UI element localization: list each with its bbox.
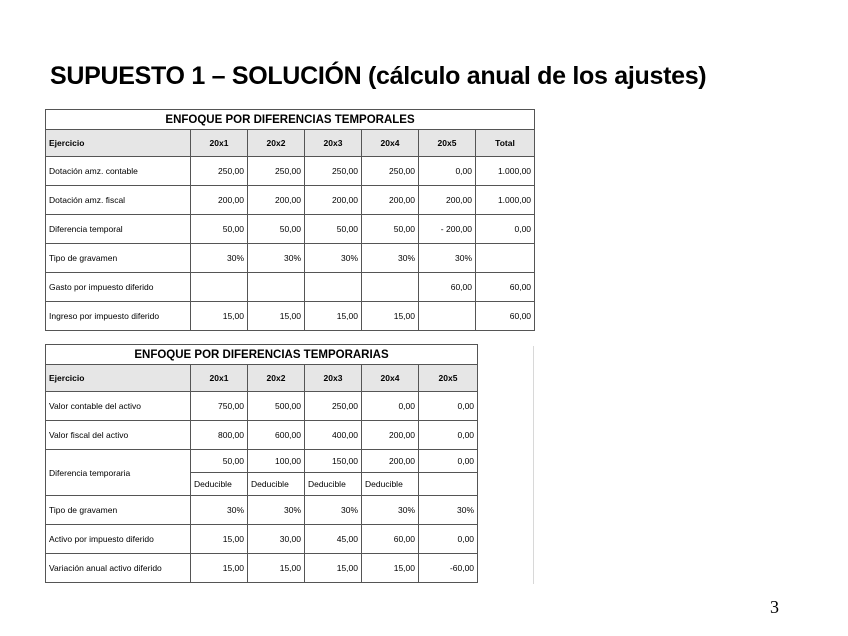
table-cell: 60,00 [476, 273, 535, 302]
table-cell: 15,00 [191, 525, 248, 554]
table-cell: 200,00 [362, 421, 419, 450]
table-cell [305, 273, 362, 302]
header-cell: 20x5 [419, 130, 476, 157]
table-cell: 0,00 [419, 525, 478, 554]
table-cell: 0,00 [419, 392, 478, 421]
row-label: Dotación amz. contable [46, 157, 191, 186]
table-cell: 15,00 [362, 554, 419, 583]
table-row [46, 554, 478, 583]
table-caption-text: ENFOQUE POR DIFERENCIAS TEMPORARIAS [46, 345, 478, 365]
divider-line [533, 346, 534, 584]
row-label: Activo por impuesto diferido [46, 525, 191, 554]
table-header-row [46, 365, 478, 392]
table-cell: 60,00 [419, 273, 476, 302]
table-cell: 250,00 [362, 157, 419, 186]
header-cell: Total [476, 130, 535, 157]
table-cell: 200,00 [419, 186, 476, 215]
table-cell: 1.000,00 [476, 186, 535, 215]
table-diferencias-temporales [45, 109, 535, 331]
table-cell: 150,00 [305, 450, 362, 473]
table-cell: Deducible [191, 473, 248, 496]
table-row [46, 450, 478, 473]
row-label: Tipo de gravamen [46, 496, 191, 525]
row-label: Diferencia temporaria [46, 450, 191, 496]
table-cell [248, 273, 305, 302]
row-label: Valor contable del activo [46, 392, 191, 421]
table-cell: 30% [419, 496, 478, 525]
table-cell: 30% [191, 244, 248, 273]
table-cell: 30% [248, 244, 305, 273]
table-cell: 15,00 [248, 554, 305, 583]
header-cell: Ejercicio [46, 365, 191, 392]
table-row [46, 392, 478, 421]
table-cell: 400,00 [305, 421, 362, 450]
table-cell: 30% [191, 496, 248, 525]
page-number: 3 [770, 597, 779, 617]
row-label: Valor fiscal del activo [46, 421, 191, 450]
row-label: Dotación amz. fiscal [46, 186, 191, 215]
table-row [46, 525, 478, 554]
table-cell: 30% [305, 244, 362, 273]
table-cell: 250,00 [305, 392, 362, 421]
row-label: Diferencia temporal [46, 215, 191, 244]
table-cell: 50,00 [362, 215, 419, 244]
table-cell: Deducible [362, 473, 419, 496]
header-cell: Ejercicio [46, 130, 191, 157]
table-cell: 200,00 [248, 186, 305, 215]
table-cell: 15,00 [305, 554, 362, 583]
table-row [46, 273, 535, 302]
table-cell [419, 302, 476, 331]
table-cell: 30% [419, 244, 476, 273]
table-row [46, 215, 535, 244]
header-cell: 20x2 [248, 130, 305, 157]
header-cell: 20x2 [248, 365, 305, 392]
table-row [46, 302, 535, 331]
table-cell [362, 273, 419, 302]
table-cell: 200,00 [362, 186, 419, 215]
table-cell: 500,00 [248, 392, 305, 421]
table-cell: 15,00 [305, 302, 362, 331]
table-cell: 0,00 [419, 157, 476, 186]
table-cell: -60,00 [419, 554, 478, 583]
header-cell: 20x3 [305, 130, 362, 157]
table-cell: 100,00 [248, 450, 305, 473]
table-cell: 600,00 [248, 421, 305, 450]
header-cell: 20x5 [419, 365, 478, 392]
table-row [46, 157, 535, 186]
table-row [46, 186, 535, 215]
table-cell [476, 244, 535, 273]
table-cell: 0,00 [419, 421, 478, 450]
table-cell: Deducible [248, 473, 305, 496]
header-cell: 20x4 [362, 365, 419, 392]
table-cell: Deducible [305, 473, 362, 496]
table-cell: 750,00 [191, 392, 248, 421]
table-cell: 30% [362, 244, 419, 273]
table-cell: - 200,00 [419, 215, 476, 244]
table-cell: 45,00 [305, 525, 362, 554]
table-cell: 0,00 [476, 215, 535, 244]
header-cell: 20x1 [191, 365, 248, 392]
table-cell: 60,00 [476, 302, 535, 331]
table-cell: 200,00 [305, 186, 362, 215]
table-cell: 30% [248, 496, 305, 525]
table-cell: 15,00 [248, 302, 305, 331]
table-caption-text: ENFOQUE POR DIFERENCIAS TEMPORALES [46, 110, 535, 130]
table-cell: 50,00 [191, 215, 248, 244]
table-cell: 250,00 [248, 157, 305, 186]
row-label: Gasto por impuesto diferido [46, 273, 191, 302]
row-label: Variación anual activo diferido [46, 554, 191, 583]
table-cell: 0,00 [419, 450, 478, 473]
table-cell: 30% [362, 496, 419, 525]
table-cell: 250,00 [191, 157, 248, 186]
table-cell: 60,00 [362, 525, 419, 554]
table-cell: 800,00 [191, 421, 248, 450]
table-cell: 0,00 [362, 392, 419, 421]
table-header-row [46, 130, 535, 157]
table-cell: 50,00 [248, 215, 305, 244]
table-cell: 50,00 [191, 450, 248, 473]
table-cell: 15,00 [191, 554, 248, 583]
table-row [46, 421, 478, 450]
row-label: Tipo de gravamen [46, 244, 191, 273]
table-cell: 15,00 [362, 302, 419, 331]
table-cell [419, 473, 478, 496]
table-cell: 200,00 [191, 186, 248, 215]
table-cell: 1.000,00 [476, 157, 535, 186]
header-cell: 20x3 [305, 365, 362, 392]
table-diferencias-temporarias [45, 344, 478, 583]
table-cell: 30,00 [248, 525, 305, 554]
header-cell: 20x4 [362, 130, 419, 157]
table-caption [46, 345, 478, 365]
table-cell [191, 273, 248, 302]
table-cell: 250,00 [305, 157, 362, 186]
table-cell: 15,00 [191, 302, 248, 331]
row-label: Ingreso por impuesto diferido [46, 302, 191, 331]
slide-title: SUPUESTO 1 – SOLUCIÓN (cálculo anual de los ajustes) [50, 62, 707, 90]
header-cell: 20x1 [191, 130, 248, 157]
table-caption [46, 110, 535, 130]
table-cell: 200,00 [362, 450, 419, 473]
table-cell: 50,00 [305, 215, 362, 244]
table-row [46, 244, 535, 273]
table-row [46, 496, 478, 525]
table-cell: 30% [305, 496, 362, 525]
